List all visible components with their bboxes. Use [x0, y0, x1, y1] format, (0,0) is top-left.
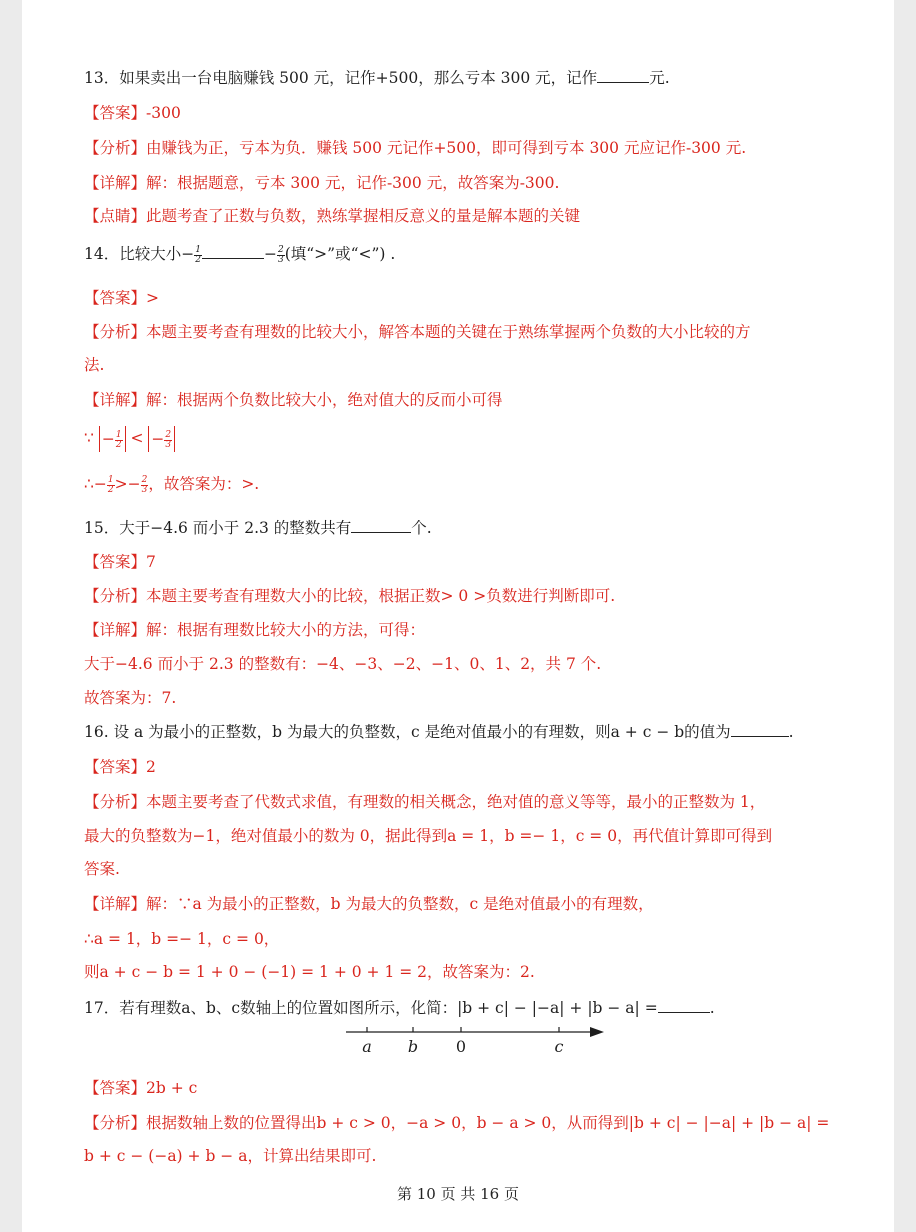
abs-minus: − — [101, 430, 115, 448]
q17-question — [84, 998, 715, 1018]
q15-answer-blank — [351, 532, 411, 533]
fraction-numerator: 1 — [115, 429, 122, 440]
abs-fraction-1 — [115, 431, 123, 450]
q13-question-text: 13．如果卖出一台电脑赚钱 500 元，记作+500，那么亏本 300 元，记作 — [84, 69, 598, 87]
q16-analysis-1: 【分析】本题主要考查了代数式求值，有理数的相关概念，绝对值的意义等等，最小的正整数为 1， — [84, 793, 766, 811]
axis-label-zero: 0 — [455, 1037, 467, 1056]
fraction-denominator: 3 — [141, 484, 148, 495]
therefore-symbol: ∴− — [84, 475, 107, 493]
q14-analysis-1: 【分析】本题主要考查有理数的比较大小，解答本题的关键在于熟练掌握两个负数的大小比较的方 — [84, 323, 751, 341]
q14-analysis-2: 法. — [84, 356, 105, 374]
fraction-numerator: 1 — [107, 474, 114, 485]
q14-question — [84, 244, 395, 265]
q16-detail: 【详解】解：∵a 为最小的正整数，b 为最大的负整数，c 是绝对值最小的有理数， — [84, 895, 654, 913]
abs-value-2 — [148, 426, 175, 452]
abs-value-1 — [99, 426, 126, 452]
q14-detail: 【详解】解：根据两个负数比较大小，绝对值大的反而小可得 — [84, 391, 503, 409]
q17-analysis-2: b + c − (−a) + b − a，计算出结果即可. — [84, 1147, 377, 1165]
fraction-numerator: 1 — [195, 244, 201, 255]
fraction-numerator: 2 — [277, 244, 284, 255]
q13-comment: 【点睛】此题考查了正数与负数，熟练掌握相反意义的量是解本题的关键 — [84, 207, 581, 225]
fraction-numerator: 2 — [141, 474, 148, 485]
fraction-denominator: 3 — [277, 254, 284, 265]
q16-question-text: 16. 设 a 为最小的正整数，b 为最大的负整数，c 是绝对值最小的有理数，则a + c − b的值为 — [84, 723, 731, 741]
q14-fraction-1 — [194, 246, 202, 265]
q15-question — [84, 518, 432, 538]
q14-because — [84, 426, 175, 452]
q16-answer: 【答案】2 — [84, 758, 156, 776]
number-line-diagram — [342, 1016, 612, 1066]
abs-fraction-2 — [164, 431, 172, 450]
q15-question-text: 15．大于−4.6 而小于 2.3 的整数共有 — [84, 519, 352, 537]
q15-question-suffix: 个. — [411, 519, 432, 537]
q14-answer-blank — [202, 258, 264, 259]
q17-analysis-1: 【分析】根据数轴上数的位置得出b + c > 0，−a > 0，b − a > 0，从而得到|b + c| − |−a| + |b − a| = — [84, 1114, 830, 1132]
q16-analysis-2: 最大的负整数为−1，绝对值最小的数为 0，据此得到a = 1，b =− 1，c = 0，再代值计算即可得到 — [84, 827, 773, 845]
because-symbol: ∵ — [84, 429, 94, 447]
therefore-text: ，故答案为：>. — [148, 475, 260, 493]
fraction-denominator: 2 — [115, 439, 122, 450]
q15-answer: 【答案】7 — [84, 553, 156, 571]
q16-step2: 则a + c − b = 1 + 0 − (−1) = 1 + 0 + 1 = 2，故答案为：2. — [84, 963, 535, 981]
q16-answer-blank — [731, 736, 789, 737]
q15-final: 故答案为：7. — [84, 689, 177, 707]
q13-question-suffix: 元. — [649, 69, 670, 87]
q13-detail: 【详解】解：根据题意，亏本 300 元，记作-300 元，故答案为-300. — [84, 174, 560, 192]
q14-therefore — [84, 474, 259, 495]
q15-analysis: 【分析】本题主要考查有理数大小的比较，根据正数> 0 >负数进行判断即可. — [84, 587, 616, 605]
q13-question — [84, 68, 670, 88]
q13-answer-blank — [597, 82, 649, 83]
q14-minus: − — [263, 245, 277, 263]
q14-prefix: 14．比较大小− — [84, 245, 195, 263]
fraction-denominator: 3 — [165, 439, 172, 450]
axis-label-b: b — [407, 1037, 419, 1056]
therefore-fraction-1 — [107, 476, 115, 495]
q16-question-suffix: . — [788, 723, 794, 741]
q14-answer: 【答案】> — [84, 289, 159, 307]
q15-detail: 【详解】解：根据有理数比较大小的方法，可得： — [84, 621, 426, 639]
abs-minus: − — [151, 430, 165, 448]
page-footer: 第 10 页 共 16 页 — [396, 1185, 519, 1203]
q14-suffix: (填“>”或“<”) . — [284, 245, 396, 263]
q16-step1: ∴a = 1，b =− 1，c = 0， — [84, 930, 280, 948]
fraction-denominator: 2 — [195, 254, 201, 265]
q13-answer: 【答案】-300 — [84, 104, 181, 122]
document-page — [22, 0, 894, 1232]
q17-question-suffix: . — [709, 999, 715, 1017]
greater-than: >− — [114, 475, 141, 493]
q15-list: 大于−4.6 而小于 2.3 的整数有：−4、−3、−2、−1、0、1、2，共 7 个. — [84, 655, 602, 673]
q16-analysis-3: 答案. — [84, 860, 120, 878]
q14-fraction-2 — [277, 246, 285, 265]
q13-analysis: 【分析】由赚钱为正，亏本为负．赚钱 500 元记作+500，即可得到亏本 300 元应记作-300 元. — [84, 139, 747, 157]
axis-label-c: c — [554, 1037, 564, 1056]
q17-question-text: 17．若有理数a、b、c数轴上的位置如图所示，化简：|b + c| − |−a| + |b − a| = — [84, 999, 658, 1017]
axis-label-a: a — [362, 1037, 372, 1056]
q17-answer-blank — [658, 1012, 710, 1013]
fraction-denominator: 2 — [107, 484, 114, 495]
less-than: < — [130, 429, 144, 447]
fraction-numerator: 2 — [165, 429, 172, 440]
number-line-arrow — [590, 1027, 604, 1037]
q17-answer: 【答案】2b + c — [84, 1079, 198, 1097]
q16-question — [84, 722, 794, 742]
